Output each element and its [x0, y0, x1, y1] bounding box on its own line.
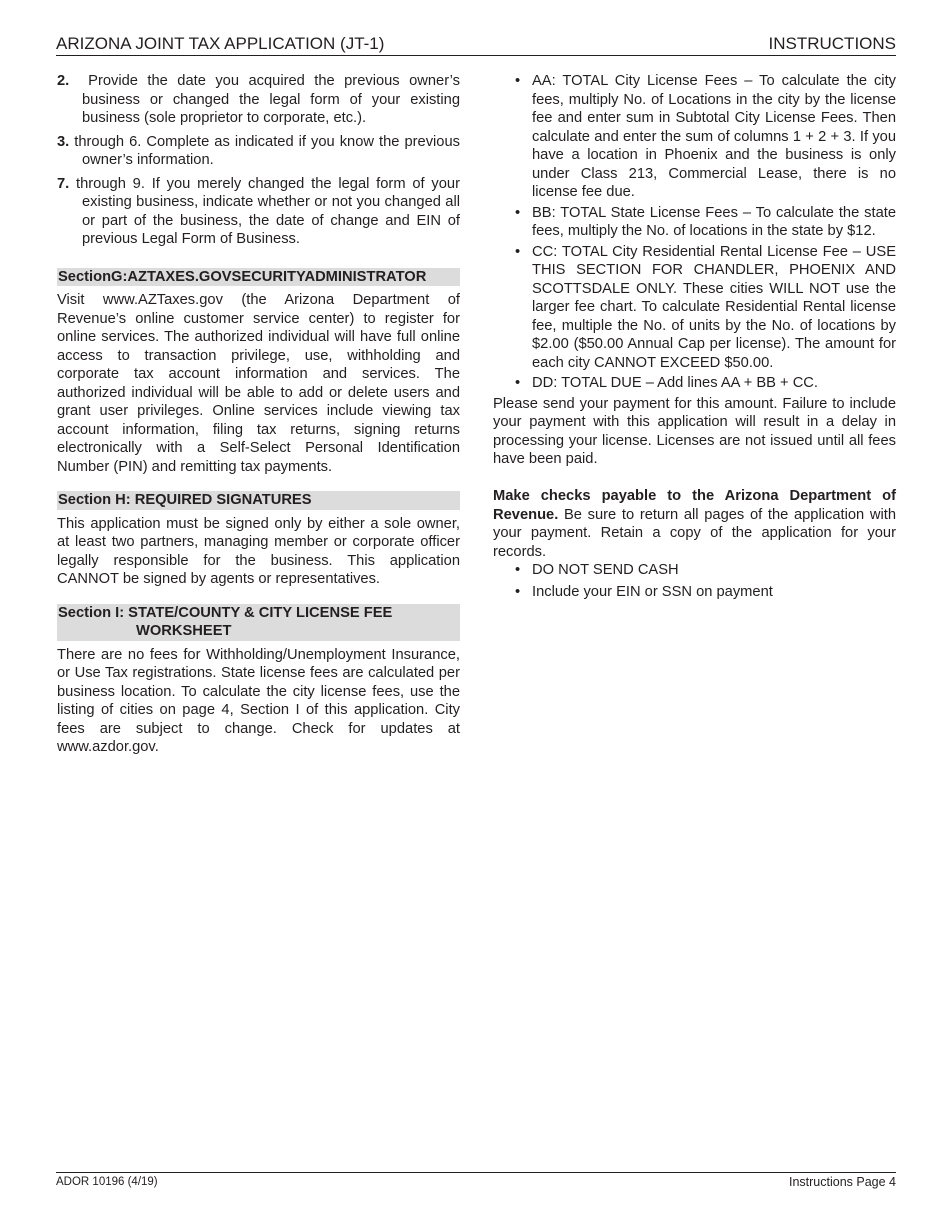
item-text: through 9. If you merely changed the legal form of your existing business, indicate whether or not you changed all or part of the business, the date of change and EIN of previous Legal Form of Business. — [76, 175, 460, 247]
section-h-heading: Section H: REQUIRED SIGNATURES — [57, 491, 460, 510]
payment-note: Please send your payment for this amount. Failure to include your payment with this application will result in a delay in processing your license. Licenses are not issued until all fees have been paid. — [493, 395, 896, 467]
checks-paragraph — [493, 487, 896, 561]
fee-bullet-list — [493, 72, 896, 393]
instruction-item-2 — [57, 72, 460, 128]
bullet-dot-icon: • — [515, 243, 521, 260]
spacer — [493, 469, 896, 488]
right-column — [493, 72, 896, 604]
item-number: 7. — [57, 175, 70, 192]
bullet-dot-icon: • — [515, 583, 521, 600]
form-id: ADOR 10196 (4/19) — [56, 1176, 158, 1188]
document-title: ARIZONA JOINT TAX APPLICATION (JT-1) — [56, 34, 385, 53]
section-h-body: This application must be signed only by either a sole owner, at least two partners, managing member or corporate officer legally responsible for the business. This application CANNOT be signed by agents or representatives. — [57, 515, 460, 587]
item-text: Provide the date you acquired the previous owner’s business or changed the legal form of your existing business (sole proprietor to corporate, etc.). — [82, 73, 460, 126]
payment-bullet-list — [493, 561, 896, 601]
left-column — [57, 72, 460, 757]
bullet-no-cash: • DO NOT SEND CASH — [515, 562, 679, 578]
bullet-dot-icon: • — [515, 562, 521, 578]
instruction-item-7 — [57, 175, 460, 249]
bullet-cc: • CC: TOTAL City Residential Rental License Fee – USE THIS SECTION FOR CHANDLER, PHOENIX AND SCOTTSDALE ONLY. These cities WILL NOT use the larger fee chart. To calculate Residential Rental license fee, multiple the No. of units by the No. of locations by $2.00 ($50.00 Annual Cap per license). The amount for each city CANNOT EXCEED $50.00. — [515, 243, 896, 371]
section-g-heading: SectionG:AZTAXES.GOVSECURITYADMINISTRATOR — [57, 268, 460, 287]
section-i-body: There are no fees for Withholding/Unemployment Insurance, or Use Tax registrations. State license fees are calculated per business location. To calculate the city license fees, use the listing of cities on page 4, Section I of this application. City fees are subject to change. Check for updates at www.azdor.gov. — [57, 646, 460, 755]
bullet-dot-icon: • — [515, 375, 521, 391]
item-text: through 6. Complete as indicated if you know the previous owner’s information. — [74, 133, 460, 168]
bullet-dd: • DD: TOTAL DUE – Add lines AA + BB + CC. — [515, 375, 818, 391]
bullet-ein-ssn: • Include your EIN or SSN on payment — [515, 583, 773, 600]
instruction-item-3 — [57, 133, 460, 170]
bullet-aa: • AA: TOTAL City License Fees – To calculate the city fees, multiply No. of Locations in the city by the license fee and enter sum in Subtotal City License Fees. Then calculate and enter the sum of columns 1 + 2 + 3. If you have a location in Phoenix and the business is only under Class 213, Commercial Lease, there is no license fee due. — [515, 73, 896, 200]
bullet-bb: • BB: TOTAL State License Fees – To calculate the state fees, multiply the No. of locations in the state by $12. — [515, 204, 896, 239]
page-number: Instructions Page 4 — [788, 1175, 896, 1189]
item-number: 2. — [57, 73, 70, 89]
header-section-label: INSTRUCTIONS — [768, 34, 896, 53]
bullet-dot-icon: • — [515, 204, 521, 221]
section-g-body: Visit www.AZTaxes.gov (the Arizona Department of Revenue’s online customer service center) to register for online services. The authorized individual will have full online access to transaction privilege, use, withholding and corporate tax account information and services. The authorized individual will be able to add or delete users and grant user privileges. Online services include viewing tax account information, filing tax returns, signing returns electronically with a Self-Select Personal Identification Number (PIN) and remitting tax payments. — [57, 292, 460, 475]
item-number: 3. — [57, 133, 70, 150]
checks-rest: Be sure to return all pages of the application with your payment. Retain a copy of the application for your records. — [493, 506, 896, 560]
page-footer — [56, 1172, 896, 1190]
section-i-heading: Section I: STATE/COUNTY & CITY LICENSE FEE WORKSHEET — [57, 604, 460, 641]
page-header — [56, 33, 896, 56]
bullet-dot-icon: • — [515, 73, 521, 89]
checks-bold: Make checks payable to the Arizona Department of Revenue. — [493, 488, 896, 523]
